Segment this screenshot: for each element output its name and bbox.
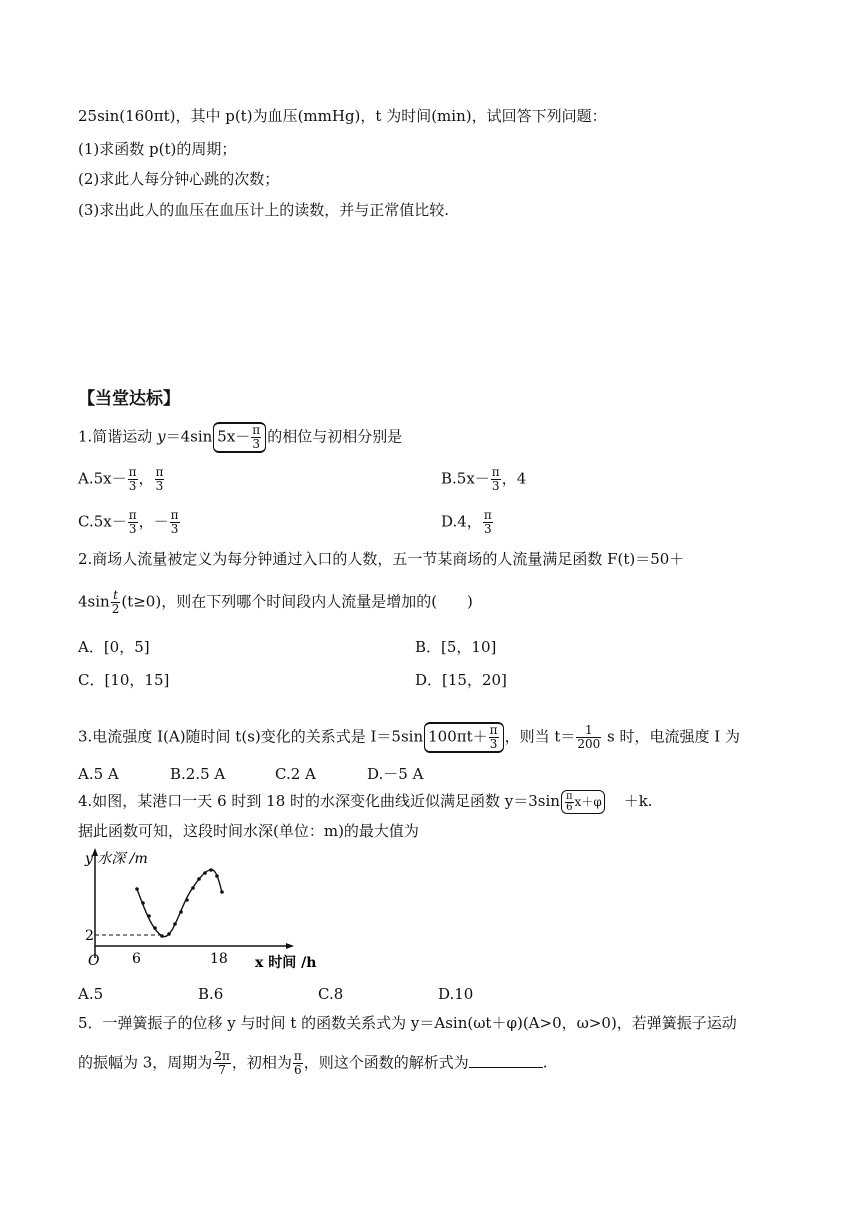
- problem-5-line-1: 5．一弹簧振子的位移 y 与时间 t 的函数关系式为 y＝Asin(ωt＋φ)(A>0，ω>0)，若弹簧振子运动: [78, 1014, 737, 1032]
- curve-point: [147, 914, 151, 918]
- curve-point: [173, 922, 177, 926]
- curve-point: [215, 874, 219, 878]
- y-axis-label: y 水深 /m: [85, 851, 148, 867]
- problem-2-line-2: 4sin $\frac{t}{2}$ (t≥0)，则在下列哪个时间段内人流量是增加的( ): [78, 588, 473, 616]
- problem-2-option-a: A．[0，5]: [78, 638, 150, 656]
- problem-1-option-a: A.5x－ $\frac{\pi}{3}$ ， $\frac{\pi}{3}$: [78, 465, 164, 493]
- curve-point: [160, 934, 164, 938]
- section-title: 【当堂达标】: [78, 389, 180, 409]
- problem-3-option-c: C.2 A: [275, 765, 316, 783]
- question-3: (3)求出此人的血压在血压计上的读数，并与正常值比较.: [78, 201, 450, 219]
- problem-4-line-2: 据此函数可知，这段时间水深(单位：m)的最大值为: [78, 822, 419, 840]
- x-axis-arrow: [286, 943, 294, 949]
- curve-points: [135, 868, 224, 938]
- curve-point: [167, 932, 171, 936]
- question-1: (1)求函数 p(t)的周期；: [78, 140, 237, 158]
- curve-point: [141, 901, 145, 905]
- curve-point: [179, 910, 183, 914]
- problem-1-option-b: B.5x－ $\frac{\pi}{3}$ ，4: [441, 465, 527, 493]
- curve-point: [220, 890, 224, 894]
- problem-4-option-d: D.10: [438, 985, 474, 1003]
- problem-3-stem: 3.电流强度 I(A)随时间 t(s)变化的关系式是 I＝5sin 100πt＋ $\frac{\pi}{3}$ ，则当 t＝ $\frac{1}{200}$ s 时，电流强度 I 为: [78, 723, 740, 751]
- depth-paren: $\frac{\pi}{6}$ x＋φ: [561, 790, 605, 814]
- current-paren: 100πt＋ $\frac{\pi}{3}$: [424, 722, 503, 753]
- problem-3-option-d: D.－5 A: [367, 765, 424, 783]
- curve-point: [203, 871, 207, 875]
- problem-4-stem: 4.如图，某港口一天 6 时到 18 时的水深变化曲线近似满足函数 y＝3sin $\frac{\pi}{6}$ x＋φ ＋k.: [78, 790, 653, 813]
- problem-4-option-a: A.5: [78, 985, 104, 1003]
- problem-2-option-d: D．[15，20]: [415, 671, 507, 689]
- problem-2-line-1: 2.商场人流量被定义为每分钟通过入口的人数，五一节某商场的人流量满足函数 F(t)＝50＋: [78, 550, 685, 568]
- problem-3-option-b: B.2.5 A: [170, 765, 226, 783]
- curve-point: [209, 868, 213, 872]
- problem-2-option-c: C．[10，15]: [78, 671, 170, 689]
- tick-label-2: 2: [85, 928, 94, 944]
- tick-label-6: 6: [132, 951, 141, 967]
- intro-line: 25sin(160πt)，其中 p(t)为血压(mmHg)，t 为时间(min)，试回答下列问题：: [78, 107, 607, 125]
- answer-blank[interactable]: [469, 1053, 543, 1068]
- depth-curve: [137, 870, 222, 937]
- question-2: (2)求此人每分钟心跳的次数；: [78, 170, 280, 188]
- curve-point: [197, 877, 201, 881]
- problem-1-option-c: C.5x－ $\frac{\pi}{3}$ ，－ $\frac{\pi}{3}$: [78, 508, 179, 536]
- curve-point: [191, 886, 195, 890]
- problem-5-line-2: 的振幅为 3，周期为 $\frac{2\pi}{7}$ ，初相为 $\frac{\pi}{6}$ ，则这个函数的解析式为 .: [78, 1049, 548, 1077]
- tick-label-18: 18: [210, 951, 228, 967]
- problem-2-option-b: B．[5，10]: [415, 638, 497, 656]
- problem-4-option-c: C.8: [318, 985, 344, 1003]
- origin-label: O: [88, 953, 100, 969]
- x-axis-label: x 时间 /h: [255, 955, 317, 971]
- problem-1-option-d: D.4， $\frac{\pi}{3}$: [441, 508, 492, 536]
- curve-point: [185, 898, 189, 902]
- problem-3-option-a: A.5 A: [78, 765, 119, 783]
- phase-paren: 5x－ $\frac{\pi}{3}$: [213, 422, 266, 453]
- curve-point: [135, 887, 139, 891]
- problem-4-option-b: B.6: [198, 985, 224, 1003]
- curve-point: [153, 926, 157, 930]
- problem-1-stem: 1.简谐运动 y＝4sin 5x－ $\frac{\pi}{3}$ 的相位与初相分别是: [78, 423, 403, 451]
- water-depth-graph: [80, 848, 340, 976]
